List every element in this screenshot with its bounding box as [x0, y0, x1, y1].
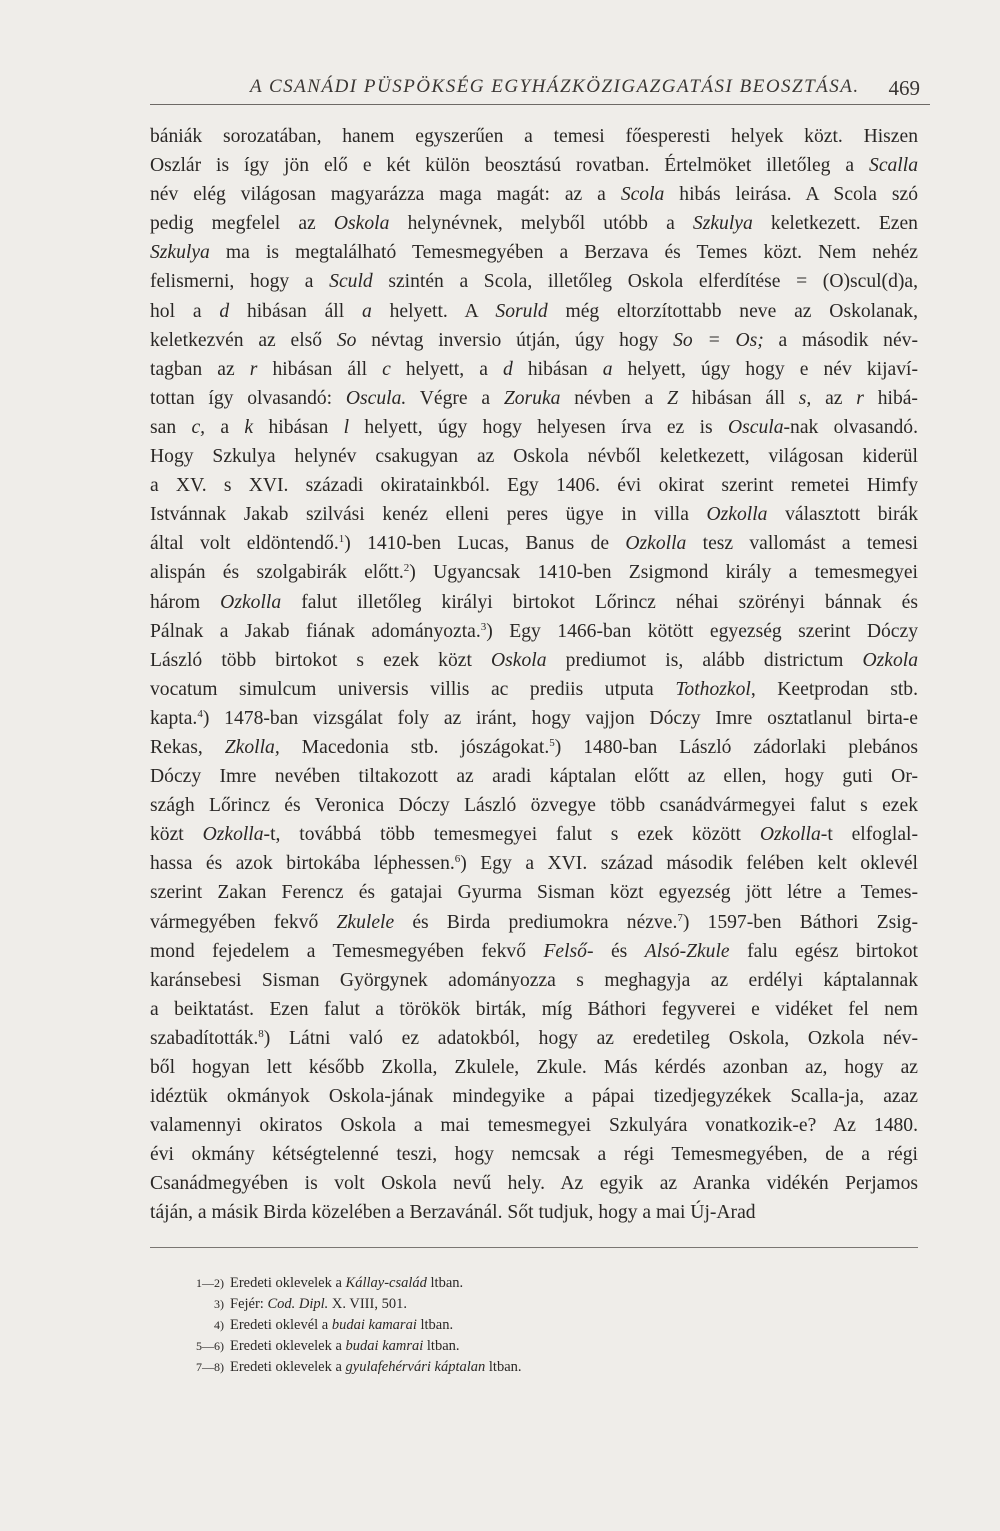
- text-line: ből hogyan lett később Zkolla, Zkulele, Zkule. Más kérdés azonban az, hogy az: [150, 1057, 918, 1078]
- text-line: Istvánnak Jakab szilvási kenéz elleni peres ügye in villa Ozkolla választott birák: [150, 504, 918, 526]
- footnote: [190, 1273, 750, 1294]
- text-line: Dóczy Imre nevében tiltakozott az aradi káptalan előtt az ellen, hogy guti Or-: [150, 766, 918, 788]
- text-line: szágh Lőrincz és Veronica Dóczy László özvegye több csanádvármegyei falut s ezek: [150, 795, 918, 817]
- footnote-mark: 7—8): [196, 1360, 224, 1374]
- text-line: Szkulya ma is megtalálható Temesmegyében a Berzava és Temes közt. Nem nehéz: [150, 242, 918, 264]
- text-line: pedig megfelel az Oskola helynévnek, melyből utóbb a Szkulya keletkezett. Ezen: [150, 213, 918, 235]
- text-line: által volt eldöntendő.$^1$) 1410-ben Lucas, Banus de Ozkolla tesz vallomást a temesi: [150, 533, 918, 555]
- header-rule: [150, 104, 930, 105]
- footnotes: [190, 1273, 750, 1378]
- text-line: felismerni, hogy a Sculd szintén a Scola, illetőleg Oskola elferdítése = (O)scul(d)a,: [150, 271, 918, 293]
- text-line: tagban az r hibásan áll c helyett, a d hibásan a helyett, úgy hogy e név kijaví-: [150, 358, 918, 380]
- body-text: [150, 122, 918, 1228]
- footnote-text: Fejér: Cod. Dipl. X. VIII, 501.: [230, 1296, 407, 1312]
- text-line: táján, a másik Birda közelében a Berzavánál. Sőt tudjuk, hogy a mai Új-Arad: [150, 1202, 756, 1224]
- text-line: Pálnak a Jakab fiának adományozta.$^3$) Egy 1466-ban kötött egyezség szerint Dóczy: [150, 620, 918, 642]
- text-line: valamennyi okiratos Oskola a mai temesmegyei Szkulyára vonatkozik-e? Az 1480.: [150, 1115, 918, 1137]
- footnote-text: Eredeti oklevelek a Kállay-család ltban.: [230, 1275, 464, 1291]
- text-line: hassa és azok birtokába léphessen.$^6$) Egy a XVI. század második felében kelt oklevél: [150, 853, 918, 875]
- text-line: Hogy Szkulya helynév csakugyan az Oskola névből keletkezett, világosan kiderül: [150, 446, 918, 468]
- footnote: [190, 1294, 750, 1315]
- page-number: 469: [888, 76, 920, 100]
- text-line: mond fejedelem a Temesmegyében fekvő Felső- és Alsó-Zkule falu egész birtokot: [150, 940, 918, 962]
- page-header: [150, 70, 930, 106]
- text-line: László több birtokot s ezek közt Oskola prediumot is, alább districtum Ozkola: [150, 649, 918, 671]
- footnote-text: Eredeti oklevelek a budai kamrai ltban.: [230, 1338, 460, 1354]
- text-line: név elég világosan magyarázza maga magát: az a Scola hibás leirása. A Scola szó: [150, 184, 918, 206]
- footnote-mark: 5—6): [196, 1339, 224, 1353]
- text-line: Oszlár is így jön elő e két külön beosztású rovatban. Értelmöket illetőleg a Scalla: [150, 155, 918, 177]
- text-line: kapta.$^4$) 1478-ban vizsgálat foly az iránt, hogy vajjon Dóczy Imre osztatlanul birta-e: [150, 707, 918, 729]
- text-line: tottan így olvasandó: Oscula. Végre a Zoruka névben a Z hibásan áll s, az r hibá-: [150, 387, 918, 409]
- footnote-text: Eredeti oklevél a budai kamarai ltban.: [230, 1317, 454, 1333]
- footnote-mark: 4): [214, 1318, 224, 1332]
- text-line: a XV. s XVI. századi okiratainkból. Egy 1406. évi okirat szerint remetei Himfy: [150, 475, 918, 497]
- footnote-mark: 3): [214, 1297, 224, 1311]
- text-line: Csanádmegyében is volt Oskola nevű hely. Az egyik az Aranka vidékén Perjamos: [150, 1173, 918, 1195]
- text-line: karánsebesi Sisman Györgynek adományozza s meghagyja az erdélyi káptalannak: [150, 969, 918, 991]
- text-line: közt Ozkolla-t, továbbá több temesmegyei falut s ezek között Ozkolla-t elfoglal-: [150, 824, 918, 846]
- running-title: A CSANÁDI PÜSPÖKSÉG EGYHÁZKÖZIGAZGATÁSI BEOSZTÁSA.: [250, 76, 860, 97]
- text-line: évi okmány kétségtelenné teszi, hogy nemcsak a régi Temesmegyében, de a régi: [150, 1144, 918, 1166]
- text-line: a beiktatást. Ezen falut a törökök birták, míg Báthori fegyverei e vidéket fel nem: [150, 998, 918, 1020]
- footnote: [190, 1315, 750, 1336]
- text-line: idéztük okmányok Oskola-jának mindegyike a pápai tizedjegyzékek Scalla-ja, azaz: [150, 1086, 918, 1108]
- text-line: bániák sorozatában, hanem egyszerűen a temesi főesperesti helyek közt. Hiszen: [150, 126, 918, 147]
- text-line: Rekas, Zkolla, Macedonia stb. jószágokat.$^5$) 1480-ban László zádorlaki plebános: [150, 736, 918, 758]
- footnote: [190, 1336, 750, 1357]
- text-line: vármegyében fekvő Zkulele és Birda prediumokra nézve.$^7$) 1597-ben Báthori Zsig-: [150, 911, 918, 933]
- text-line: alispán és szolgabirák előtt.$^2$) Ugyancsak 1410-ben Zsigmond király a temesmegyei: [150, 562, 918, 584]
- text-line: hol a d hibásan áll a helyett. A Soruld még eltorzítottabb neve az Oskolanak,: [150, 300, 918, 322]
- footnote-mark: 1—2): [196, 1276, 224, 1290]
- footnote-text: Eredeti oklevelek a gyulafehérvári káptalan ltban.: [230, 1359, 522, 1375]
- text-line: szerint Zakan Ferencz és gatajai Gyurma Sisman közt egyezség jött létre a Temes-: [150, 882, 918, 904]
- text-line: vocatum simulcum universis villis ac prediis utputa Tothozkol, Keetprodan stb.: [150, 678, 918, 700]
- text-line: keletkezvén az első So névtag inversio útján, úgy hogy So = Os; a második név-: [150, 329, 918, 351]
- footnote-rule: [150, 1247, 918, 1248]
- text-line: san c, a k hibásan l helyett, úgy hogy helyesen írva ez is Oscula-nak olvasandó.: [150, 416, 918, 438]
- text-line: három Ozkolla falut illetőleg királyi birtokot Lőrincz néhai szörényi bánnak és: [150, 591, 918, 613]
- text-line: szabadították.$^8$) Látni való ez adatokból, hogy az eredetileg Oskola, Ozkola név-: [150, 1027, 918, 1049]
- footnote: [190, 1357, 750, 1378]
